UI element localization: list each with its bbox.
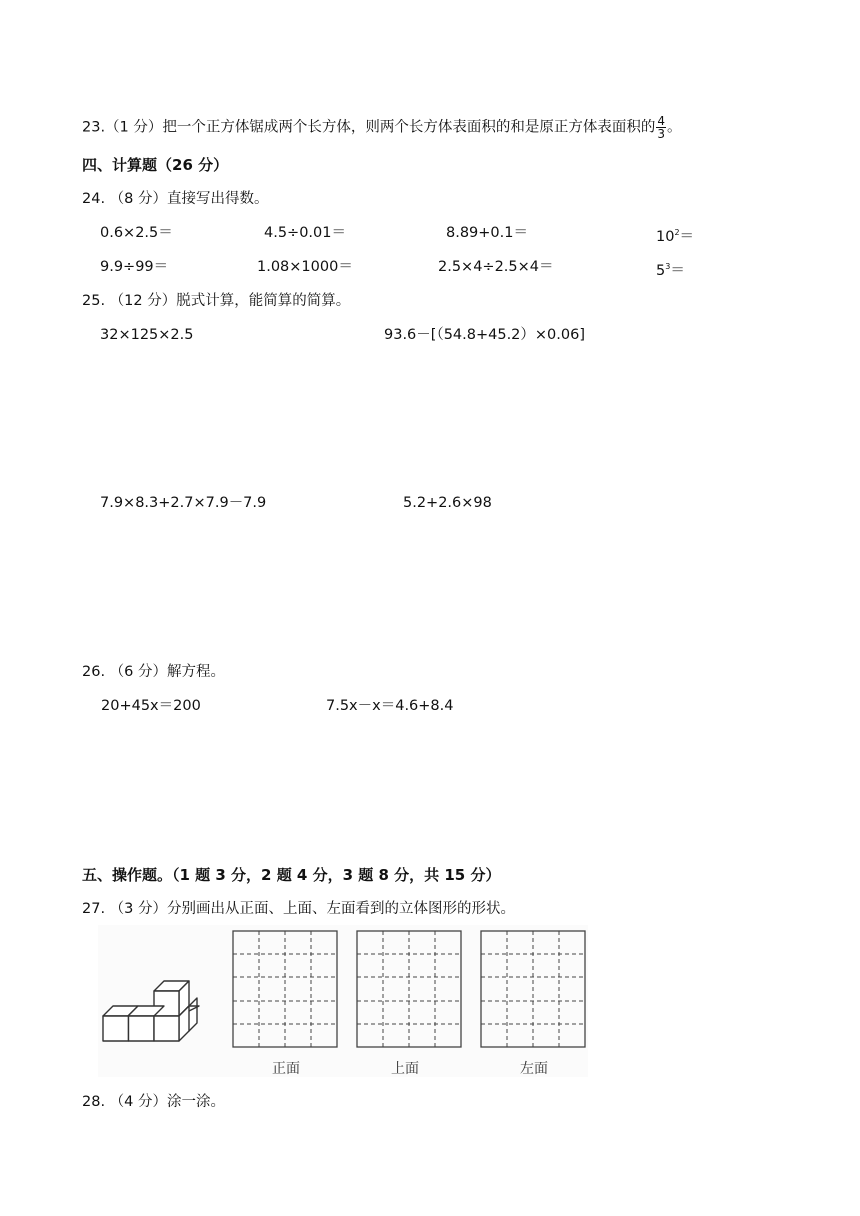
q26-item-1: 20+45x＝200 xyxy=(101,698,201,714)
q24-item-3: 8.89+0.1＝ xyxy=(446,225,528,241)
q25-item-1: 32×125×2.5 xyxy=(100,327,194,343)
q24-item-2: 4.5÷0.01＝ xyxy=(264,225,346,241)
q25-item-2: 93.6－[（54.8+45.2）×0.06] xyxy=(384,327,586,343)
question-28-title: 28. （4 分）涂一涂。 xyxy=(82,1094,226,1110)
q24-item-5: 9.9÷99＝ xyxy=(100,259,169,275)
q25-item-4: 5.2+2.6×98 xyxy=(403,495,492,511)
grid-label-front: 正面 xyxy=(272,1061,300,1077)
q24-item-7: 2.5×4÷2.5×4＝ xyxy=(438,259,554,275)
q24-item-1: 0.6×2.5＝ xyxy=(100,225,173,241)
grid-label-left: 左面 xyxy=(520,1061,548,1077)
question-24-title: 24. （8 分）直接写出得数。 xyxy=(82,191,269,207)
question-25-title: 25. （12 分）脱式计算，能简算的简算。 xyxy=(82,293,351,309)
question-23-text: 23.（1 分）把一个正方体锯成两个长方体，则两个长方体表面积的和是原正方体表面积的 xyxy=(82,119,656,136)
fraction-4-3: $\frac{4}{3}$ xyxy=(657,114,666,141)
q24-item-6: 1.08×1000＝ xyxy=(257,259,353,275)
q27-figure xyxy=(98,925,598,1080)
question-26-title: 26. （6 分）解方程。 xyxy=(82,664,226,680)
question-23: 23.（1 分）把一个正方体锯成两个长方体，则两个长方体表面积的和是原正方体表面积的 $\frac{4}{3}$ 。 xyxy=(82,114,682,141)
q26-item-2: 7.5x－x＝4.6+8.4 xyxy=(326,698,454,714)
section-5-heading: 五、操作题。（1 题 3 分，2 题 4 分，3 题 8 分，共 15 分） xyxy=(82,866,501,884)
q24-item-8: $5^3=$ xyxy=(656,262,685,279)
grid-label-top: 上面 xyxy=(391,1061,419,1077)
section-4-heading: 四、计算题（26 分） xyxy=(82,156,229,174)
question-27-title: 27. （3 分）分别画出从正面、上面、左面看到的立体图形的形状。 xyxy=(82,901,516,917)
q24-item-4: $10^2=$ xyxy=(656,228,695,245)
q25-item-3: 7.9×8.3+2.7×7.9－7.9 xyxy=(100,495,267,511)
